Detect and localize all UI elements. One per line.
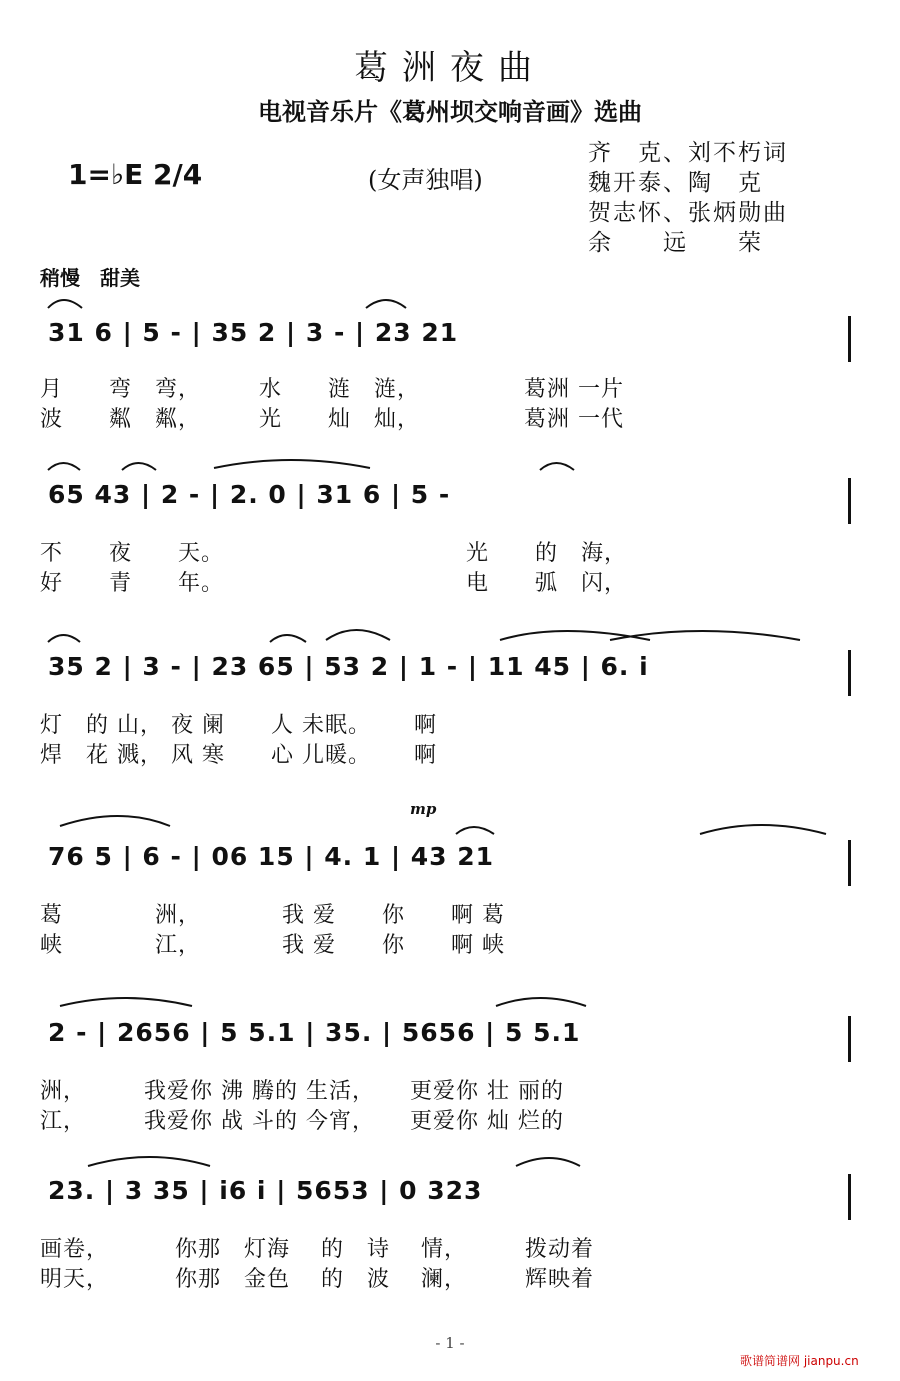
tempo-marking: 稍慢 甜美 — [40, 266, 140, 290]
barline — [848, 478, 851, 524]
lyrics-verse-1: 洲， 我爱你 沸 腾的 生活， 更爱你 壮 丽的 — [40, 1079, 564, 1104]
page-number: - 1 - — [435, 1334, 465, 1352]
barline — [848, 650, 851, 696]
lyrics-verse-2: 好 青 年。 电 弧 闪， — [40, 571, 628, 596]
notation-line: 31 6 | 5 - | 35 2 | 3 - | 23 21 — [48, 318, 459, 347]
notation-line: 76 5 | 6 - | 06 15 | 4. 1 | 43 21 — [48, 842, 495, 871]
key-signature: 1=♭E 2/4 — [68, 158, 203, 191]
score-system-5 — [40, 1018, 860, 1134]
lyrics-verse-2: 波 粼 粼， 光 灿 灿， 葛洲 一代 — [40, 407, 624, 432]
credit-line-4: 余 远 荣 — [588, 230, 763, 256]
score-system-6 — [40, 1176, 860, 1292]
page-subtitle: 电视音乐片《葛州坝交响音画》选曲 — [258, 98, 642, 126]
score-system-3 — [40, 652, 860, 768]
credit-line-2: 魏开泰、陶 克 — [588, 170, 763, 196]
score-system-4 — [40, 842, 860, 958]
barline — [848, 1174, 851, 1220]
credit-lyricist: 齐 克、刘不朽词 — [588, 140, 788, 166]
notation-line: 2 - | 2656 | 5 5.1 | 35. | 5656 | 5 5.1 — [48, 1018, 581, 1047]
barline — [848, 840, 851, 886]
page-title: 葛洲夜曲 — [354, 48, 546, 88]
lyrics-verse-1: 月 弯 弯， 水 涟 涟， 葛洲 一片 — [40, 377, 624, 402]
lyrics-verse-2: 明天， 你那 金色 的 波 澜， 辉映着 — [40, 1267, 594, 1292]
voice-type: (女声独唱) — [368, 166, 483, 194]
score-system-2 — [40, 480, 860, 596]
barline — [848, 316, 851, 362]
notation-line: 65 43 | 2 - | 2. 0 | 31 6 | 5 - — [48, 480, 451, 509]
notation-line: 35 2 | 3 - | 23 65 | 53 2 | 1 - | 11 45 | 6. i — [48, 652, 649, 681]
lyrics-verse-1: 葛 洲， 我 爱 你 啊 葛 — [40, 903, 505, 928]
lyrics-verse-2: 峡 江， 我 爱 你 啊 峡 — [40, 933, 505, 958]
credit-composer: 贺志怀、张炳勋曲 — [588, 200, 788, 226]
barline — [848, 1016, 851, 1062]
lyrics-verse-2: 江， 我爱你 战 斗的 今宵， 更爱你 灿 烂的 — [40, 1109, 564, 1134]
lyrics-verse-1: 画卷， 你那 灯海 的 诗 情， 拨动着 — [40, 1237, 594, 1262]
lyrics-verse-2: 焊 花 溅， 风 寒 心 儿暖。 啊 — [40, 743, 437, 768]
lyrics-verse-1: 灯 的 山， 夜 阑 人 未眠。 啊 — [40, 713, 437, 738]
watermark: 歌谱简谱网 jianpu.cn — [740, 1354, 859, 1368]
score-system-1 — [40, 318, 860, 432]
dynamic-mp: mp — [410, 800, 437, 818]
lyrics-verse-1: 不 夜 天。 光 的 海， — [40, 541, 628, 566]
notation-line: 23. | 3 35 | i6 i | 5653 | 0 323 — [48, 1176, 483, 1205]
